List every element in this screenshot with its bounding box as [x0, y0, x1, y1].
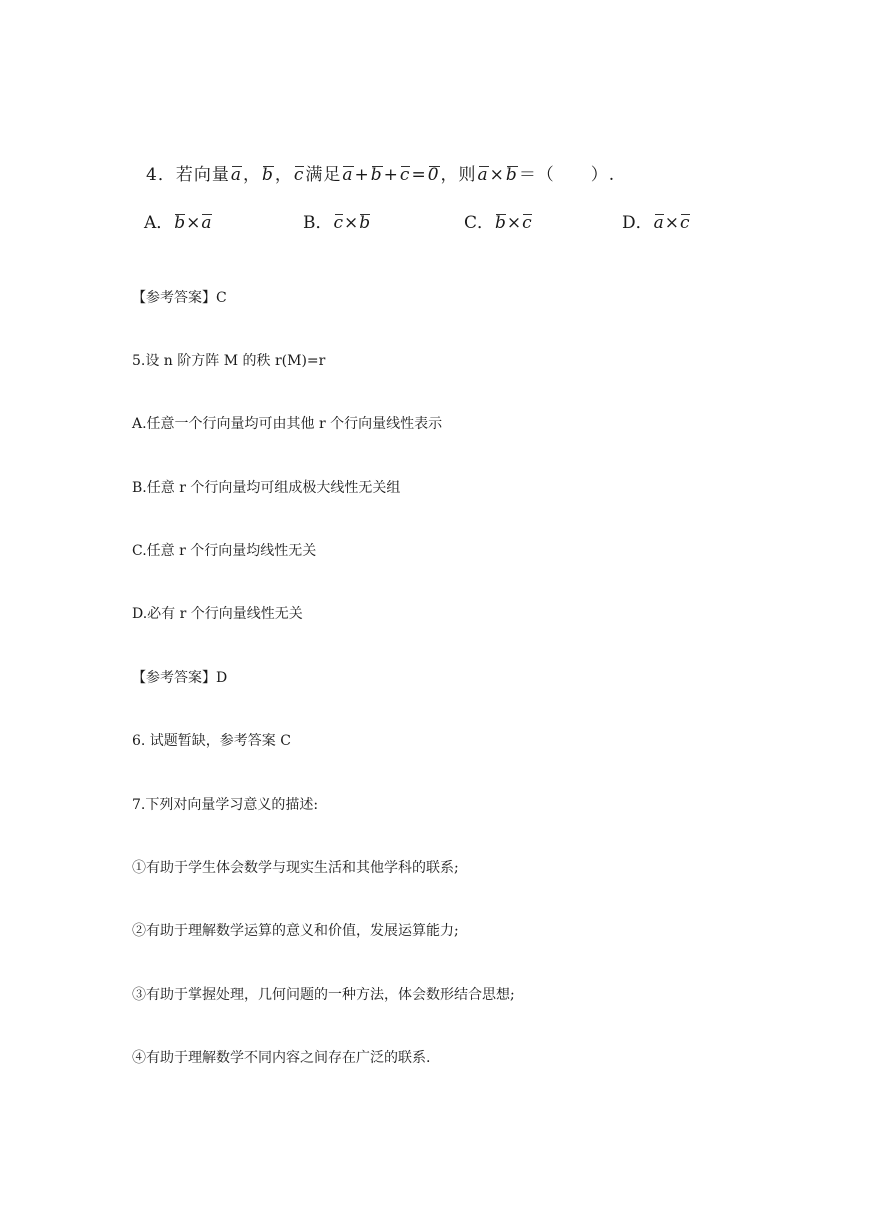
vector-a: a	[477, 165, 489, 185]
vector-c: c	[399, 165, 411, 185]
q4-comma-2: ，	[274, 165, 293, 185]
cross-sign: ×	[344, 213, 359, 233]
vector-c: c	[293, 165, 305, 185]
cross-sign: ×	[186, 213, 201, 233]
q5-option-d: D.必有 r 个行向量线性无关	[132, 606, 303, 622]
question-5-stem: 5.设 n 阶方阵 M 的秩 r(M)=r	[132, 353, 326, 369]
option-left-vector: c	[333, 213, 344, 233]
option-right-vector: c	[680, 213, 690, 233]
question-4-stem	[146, 160, 615, 185]
question-4-image	[140, 150, 700, 240]
q7-statement-3: ③有助于掌握处理，几何问题的一种方法，体会数形结合思想;	[132, 987, 515, 1003]
q5-option-b: B.任意 r 个行向量均可组成极大线性无关组	[132, 480, 401, 496]
option-left-vector: b	[495, 213, 506, 233]
option-label: D．	[622, 213, 653, 233]
option-label: B．	[303, 213, 333, 233]
plus-sign: +	[354, 165, 370, 185]
vector-b: b	[261, 165, 274, 185]
q4-prefix-text: 4．若向量	[146, 165, 230, 185]
option-left-vector: a	[653, 213, 664, 233]
option-right-vector: a	[201, 213, 212, 233]
zero-vector: 0	[427, 165, 440, 185]
q4-option-a	[144, 208, 213, 233]
equals-sign: =	[411, 165, 427, 185]
question-6: 6. 试题暂缺，参考答案 C	[132, 733, 291, 749]
option-right-vector: b	[359, 213, 371, 233]
q7-statement-4: ④有助于理解数学不同内容之间存在广泛的联系.	[132, 1050, 431, 1066]
q5-answer: 【参考答案】D	[132, 670, 228, 686]
option-left-vector: b	[174, 213, 186, 233]
question-7-stem: 7.下列对向量学习意义的描述:	[132, 797, 319, 813]
q4-option-c	[464, 208, 533, 233]
q4-option-d	[622, 208, 691, 233]
q4-then-text: ，则	[440, 165, 477, 185]
vector-a: a	[342, 165, 354, 185]
cross-sign: ×	[506, 213, 522, 233]
option-label: C．	[464, 213, 495, 233]
vector-a: a	[230, 165, 242, 185]
q4-ending-text: ＝（ ）.	[518, 165, 616, 185]
q5-option-c: C.任意 r 个行向量均线性无关	[132, 543, 317, 559]
vector-b: b	[505, 165, 518, 185]
option-right-vector: c	[522, 213, 532, 233]
option-label: A．	[144, 213, 174, 233]
vector-b: b	[370, 165, 383, 185]
cross-sign: ×	[489, 165, 505, 185]
cross-sign: ×	[664, 213, 680, 233]
q4-option-b	[303, 208, 371, 233]
plus-sign: +	[383, 165, 399, 185]
q4-satisfy-text: 满足	[305, 165, 342, 185]
q4-answer: 【参考答案】C	[132, 290, 227, 306]
q7-statement-1: ①有助于学生体会数学与现实生活和其他学科的联系;	[132, 860, 459, 876]
q4-comma-1: ，	[242, 165, 261, 185]
q5-option-a: A.任意一个行向量均可由其他 r 个行向量线性表示	[132, 416, 443, 432]
q7-statement-2: ②有助于理解数学运算的意义和价值，发展运算能力;	[132, 923, 459, 939]
